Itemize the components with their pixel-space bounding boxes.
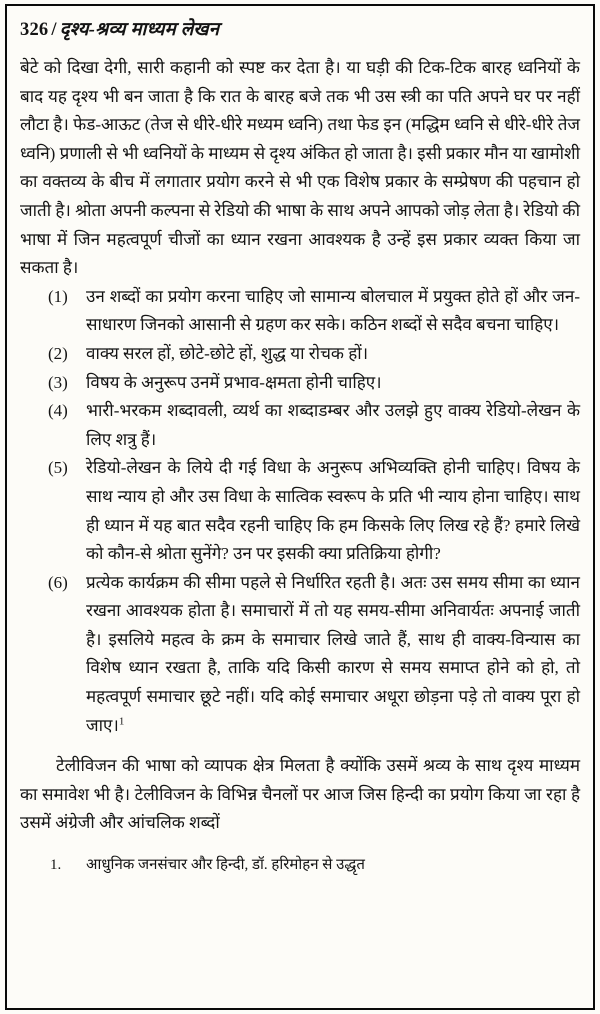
footnote	[20, 854, 580, 876]
list-item-text	[86, 569, 580, 741]
list-item-marker: (2)	[48, 343, 68, 363]
page-header	[20, 16, 580, 41]
footnote-reference: 1	[118, 715, 125, 727]
list-item-marker: (6)	[48, 572, 68, 592]
page-number: 326	[20, 20, 49, 40]
list-item-marker: (1)	[48, 286, 68, 306]
list-item-text: वाक्य सरल हों, छोटे-छोटे हों, शुद्ध या रोचक हों।	[86, 343, 369, 363]
numbered-list	[20, 283, 580, 741]
list-item	[48, 369, 580, 398]
list-item-text: उन शब्दों का प्रयोग करना चाहिए जो सामान्य बोलचाल में प्रयुक्त होते हों और जन-साधारण जिनको आसानी से ग्रहण कर सके। कठिन शब्दों से सदैव बचना चाहिए।	[86, 286, 580, 335]
list-item-text: विषय के अनुरूप उनमें प्रभाव-क्षमता होनी चाहिए।	[86, 372, 382, 392]
list-item	[48, 283, 580, 340]
list-item-text: भारी-भरकम शब्दावली, व्यर्थ का शब्दाडम्बर और उलझे हुए वाक्य रेडियो-लेखन के लिए शत्रु हैं।	[86, 401, 580, 449]
list-item	[48, 569, 580, 741]
list-item	[48, 397, 580, 454]
list-item-text-content: प्रत्येक कार्यक्रम की सीमा पहले से निर्धारित रहती है। अतः उस समय सीमा का ध्यान रखना आवश्यक होता है। समाचारों में तो यह समय-सीमा अनिवार्यतः अपनाई जाती है। इसलिये महत्व के क्रम के समाचार लिखे जाते हैं, साथ ही वाक्य-विन्यास का विशेष ध्यान रखता है, ताकि यदि किसी कारण से समय समाप्त होने को हो, तो महत्वपूर्ण समाचार छूटे नहीं। यदि कोई समाचार अधूरा छोड़ना पड़े तो वाक्य पूरा हो जाए।	[86, 572, 580, 735]
list-item	[48, 340, 580, 369]
list-item-text: रेडियो-लेखन के लिये दी गई विधा के अनुरूप अभिव्यक्ति होनी चाहिए। विषय के साथ न्याय हो और उस विधा के सात्विक स्वरूप के प्रति भी न्याय होना चाहिए। साथ ही ध्यान में यह बात सदैव रहनी चाहिए कि हम किसके लिए लिख रहे हैं? हमारे लिखे को कौन-से श्रोता सुनेंगे? उन पर इसकी क्या प्रतिक्रिया होगी?	[86, 458, 580, 564]
page-border	[5, 4, 595, 1010]
list-item-marker: (4)	[48, 401, 68, 421]
body-paragraph-2: टेलीविजन की भाषा को व्यापक क्षेत्र मिलता है क्योंकि उसमें श्रव्य के साथ दृश्य माध्यम का समावेश भी है। टेलीविजन के विभिन्न चैनलों पर आज जिस हिन्दी का प्रयोग किया जा रहा है उसमें अंग्रेजी और आंचलिक शब्दों	[20, 756, 580, 833]
chapter-title: दृश्य-श्रव्य माध्यम लेखन	[59, 20, 220, 40]
header-separator: /	[51, 20, 57, 40]
list-item	[48, 454, 580, 568]
list-item-marker: (3)	[48, 372, 68, 392]
footnote-text: आधुनिक जनसंचार और हिन्दी, डॉ. हरिमोहन से उद्धृत	[86, 857, 365, 874]
body-paragraph-1: बेटे को दिखा देगी, सारी कहानी को स्पष्ट कर देता है। या घड़ी की टिक-टिक बारह ध्वनियों के बाद यह दृश्य भी बन जाता है कि रात के बारह बजे तक भी उस स्त्री का पति अपने घर पर नहीं लौटा है। फेड-आऊट (तेज से धीरे-धीरे मध्यम ध्वनि) तथा फेड इन (मद्धिम ध्वनि से धीरे-धीरे तेज ध्वनि) प्रणाली से भी ध्वनियों के माध्यम से दृश्य अंकित हो जाता है। इसी प्रकार मौन या खामोशी का वक्तव्य के बीच में लगातार प्रयोग करने से भी एक विशेष प्रकार के सम्प्रेषण की पहचान हो जाती है। श्रोता अपनी कल्पना से रेडियो की भाषा के साथ अपने आपको जोड़ लेता है। रेडियो की भाषा में जिन महत्वपूर्ण चीजों का ध्यान रखना आवश्यक है उन्हें इस प्रकार व्यक्त किया जा सकता है।	[20, 58, 580, 278]
list-item-marker: (5)	[48, 458, 68, 478]
footnote-marker: 1.	[50, 857, 62, 874]
